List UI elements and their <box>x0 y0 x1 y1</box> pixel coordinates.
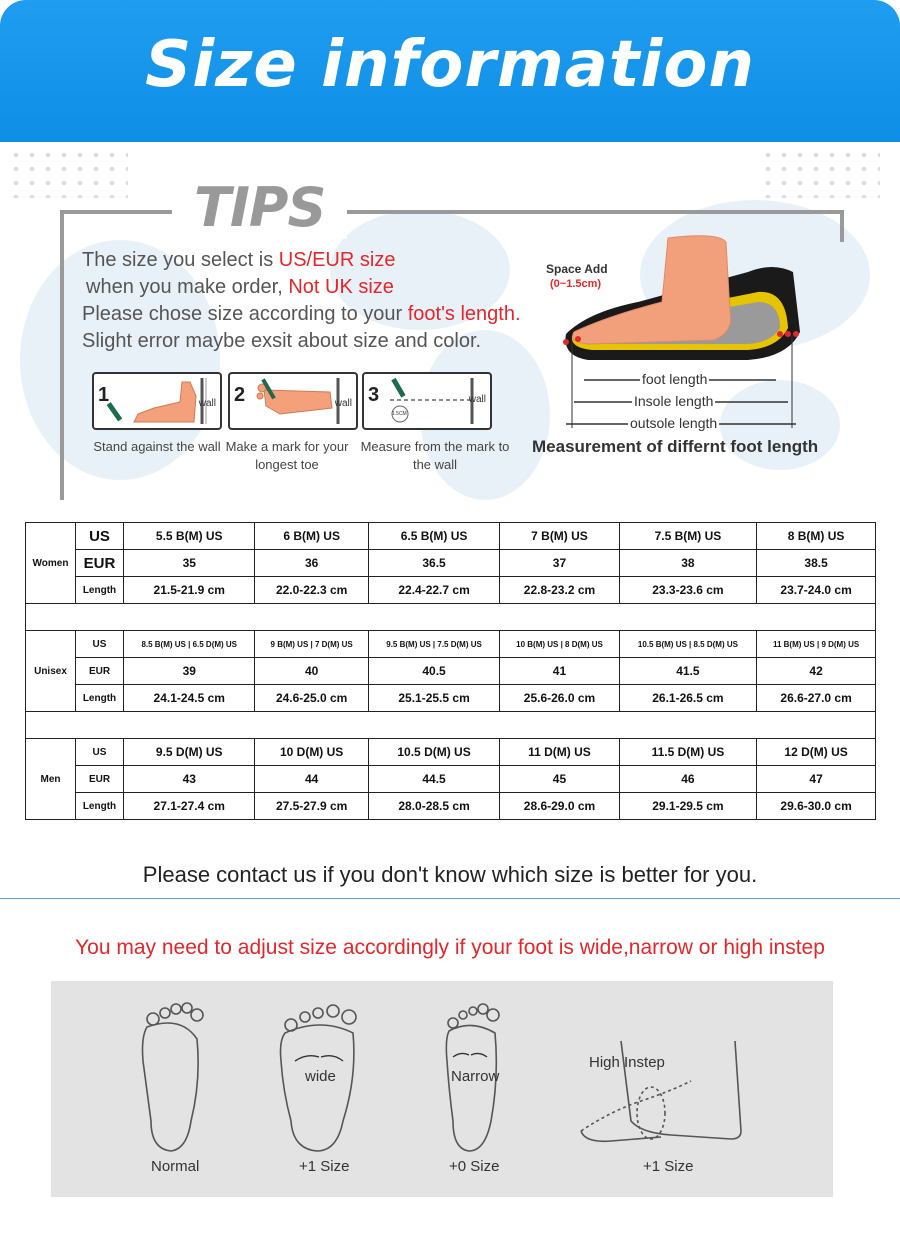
field-label: Length <box>76 577 124 604</box>
table-cell: 7 B(M) US <box>500 523 619 550</box>
table-cell: 22.8-23.2 cm <box>500 577 619 604</box>
table-cell: 47 <box>757 766 876 793</box>
adjust-size-warning: You may need to adjust size accordingly if your foot is wide,narrow or high instep <box>75 936 825 959</box>
table-cell: 36.5 <box>368 550 499 577</box>
wide-size-caption: +1 Size <box>299 1158 350 1175</box>
narrow-foot-icon <box>446 1025 496 1151</box>
size-chart-table <box>25 522 876 820</box>
field-label: US <box>76 631 124 658</box>
foot-length-label: foot length <box>642 371 708 387</box>
table-row <box>26 739 876 766</box>
table-cell: 27.1-27.4 cm <box>124 793 255 820</box>
tip-highlight: foot's length. <box>407 303 521 325</box>
step-1-illustration <box>92 372 222 430</box>
field-label: EUR <box>76 658 124 685</box>
table-cell: 35 <box>124 550 255 577</box>
space-add-label: Space Add <box>546 262 608 276</box>
table-cell: 40.5 <box>368 658 499 685</box>
tip-text: The size you select is <box>82 249 279 271</box>
table-cell: 25.1-25.5 cm <box>368 685 499 712</box>
high-instep-label: High Instep <box>589 1054 665 1071</box>
table-cell: 42 <box>757 658 876 685</box>
table-row <box>26 766 876 793</box>
normal-caption: Normal <box>151 1158 200 1175</box>
tip-highlight: Not UK size <box>288 276 394 298</box>
table-cell: 38.5 <box>757 550 876 577</box>
header-banner <box>0 0 900 142</box>
table-spacer-row <box>26 712 876 739</box>
table-cell: 44 <box>255 766 368 793</box>
step-number: 2 <box>234 384 246 406</box>
wide-foot-icon <box>281 1025 354 1151</box>
table-spacer-row <box>26 604 876 631</box>
field-label: US <box>76 739 124 766</box>
table-cell: 6.5 B(M) US <box>368 523 499 550</box>
insole-length-label: Insole length <box>634 393 714 409</box>
decorative-dots-left <box>8 148 128 198</box>
table-cell: 36 <box>255 550 368 577</box>
wide-label: wide <box>305 1068 336 1085</box>
wall-label: wall <box>468 394 486 405</box>
wall-label: wall <box>334 398 352 409</box>
table-cell: 39 <box>124 658 255 685</box>
table-cell: 28.0-28.5 cm <box>368 793 499 820</box>
tip-line-4: Slight error maybe exsit about size and color. <box>82 330 482 352</box>
table-cell: 22.0-22.3 cm <box>255 577 368 604</box>
table-spacer <box>26 604 876 631</box>
tips-title: TIPS <box>172 176 347 239</box>
table-cell: 10 D(M) US <box>255 739 368 766</box>
table-cell: 37 <box>500 550 619 577</box>
table-row <box>26 550 876 577</box>
group-label: Unisex <box>26 631 76 712</box>
step-2-illustration <box>228 372 358 430</box>
table-cell: 7.5 B(M) US <box>619 523 757 550</box>
contact-note: Please contact us if you don't know which size is better for you. <box>142 862 758 887</box>
step-number: 3 <box>368 384 380 406</box>
space-range-label: (0~1.5cm) <box>550 278 602 290</box>
table-cell: 46 <box>619 766 757 793</box>
table-cell: 26.6-27.0 cm <box>757 685 876 712</box>
table-cell: 10.5 D(M) US <box>368 739 499 766</box>
table-cell: 22.4-22.7 cm <box>368 577 499 604</box>
tip-text: when you make order, <box>86 276 289 298</box>
table-spacer <box>26 712 876 739</box>
tip-text: Please chose size according to your <box>82 303 408 325</box>
table-cell: 25.6-26.0 cm <box>500 685 619 712</box>
mark-size-label: 1.5CM <box>392 411 407 417</box>
table-row <box>26 523 876 550</box>
narrow-label: Narrow <box>451 1068 500 1085</box>
tip-highlight: US/EUR size <box>278 249 396 271</box>
table-cell: 40 <box>255 658 368 685</box>
table-cell: 23.3-23.6 cm <box>619 577 757 604</box>
table-cell: 21.5-21.9 cm <box>124 577 255 604</box>
field-label: Length <box>76 685 124 712</box>
table-cell: 12 D(M) US <box>757 739 876 766</box>
group-label: Women <box>26 523 76 604</box>
table-cell: 24.1-24.5 cm <box>124 685 255 712</box>
table-cell: 27.5-27.9 cm <box>255 793 368 820</box>
high-instep-size-caption: +1 Size <box>643 1158 694 1175</box>
narrow-size-caption: +0 Size <box>449 1158 500 1175</box>
table-cell: 44.5 <box>368 766 499 793</box>
field-label: Length <box>76 793 124 820</box>
table-cell: 8.5 B(M) US | 6.5 D(M) US <box>124 631 255 658</box>
table-cell: 28.6-29.0 cm <box>500 793 619 820</box>
table-cell: 9 B(M) US | 7 D(M) US <box>255 631 368 658</box>
table-cell: 10 B(M) US | 8 D(M) US <box>500 631 619 658</box>
tip-line-2 <box>86 276 394 299</box>
table-cell: 11.5 D(M) US <box>619 739 757 766</box>
foot-type-panel <box>51 981 833 1197</box>
table-cell: 45 <box>500 766 619 793</box>
table-cell: 9.5 D(M) US <box>124 739 255 766</box>
tips-frame-edge <box>840 210 844 242</box>
group-label: Men <box>26 739 76 820</box>
table-cell: 11 B(M) US | 9 D(M) US <box>757 631 876 658</box>
table-row <box>26 658 876 685</box>
table-cell: 8 B(M) US <box>757 523 876 550</box>
measurement-title: Measurement of differnt foot length <box>532 437 819 456</box>
step-number: 1 <box>98 384 110 406</box>
table-cell: 26.1-26.5 cm <box>619 685 757 712</box>
table-cell: 10.5 B(M) US | 8.5 D(M) US <box>619 631 757 658</box>
page-title: Size information <box>145 28 755 102</box>
table-row <box>26 577 876 604</box>
tip-line-3 <box>82 303 521 326</box>
table-row <box>26 793 876 820</box>
table-cell: 41.5 <box>619 658 757 685</box>
table-cell: 43 <box>124 766 255 793</box>
table-cell: 41 <box>500 658 619 685</box>
step-1-caption: Stand against the wall <box>93 439 221 454</box>
wall-label: wall <box>198 398 216 409</box>
table-cell: 38 <box>619 550 757 577</box>
table-row <box>26 685 876 712</box>
table-cell: 6 B(M) US <box>255 523 368 550</box>
step-3-caption: Measure from the mark to the wall <box>360 439 510 472</box>
divider-line <box>0 898 900 899</box>
field-label: EUR <box>76 550 124 577</box>
table-cell: 24.6-25.0 cm <box>255 685 368 712</box>
normal-foot-icon <box>143 1023 199 1151</box>
step-2-caption: Make a mark for your longest toe <box>225 439 349 472</box>
field-label: US <box>76 523 124 550</box>
table-cell: 11 D(M) US <box>500 739 619 766</box>
table-cell: 29.6-30.0 cm <box>757 793 876 820</box>
table-cell: 23.7-24.0 cm <box>757 577 876 604</box>
field-label: EUR <box>76 766 124 793</box>
table-row <box>26 631 876 658</box>
outsole-length-label: outsole length <box>630 415 718 431</box>
step-3-illustration <box>362 372 492 430</box>
tip-line-1 <box>82 249 395 272</box>
table-cell: 9.5 B(M) US | 7.5 D(M) US <box>368 631 499 658</box>
decorative-dots-right <box>760 148 880 198</box>
table-cell: 29.1-29.5 cm <box>619 793 757 820</box>
table-cell: 5.5 B(M) US <box>124 523 255 550</box>
